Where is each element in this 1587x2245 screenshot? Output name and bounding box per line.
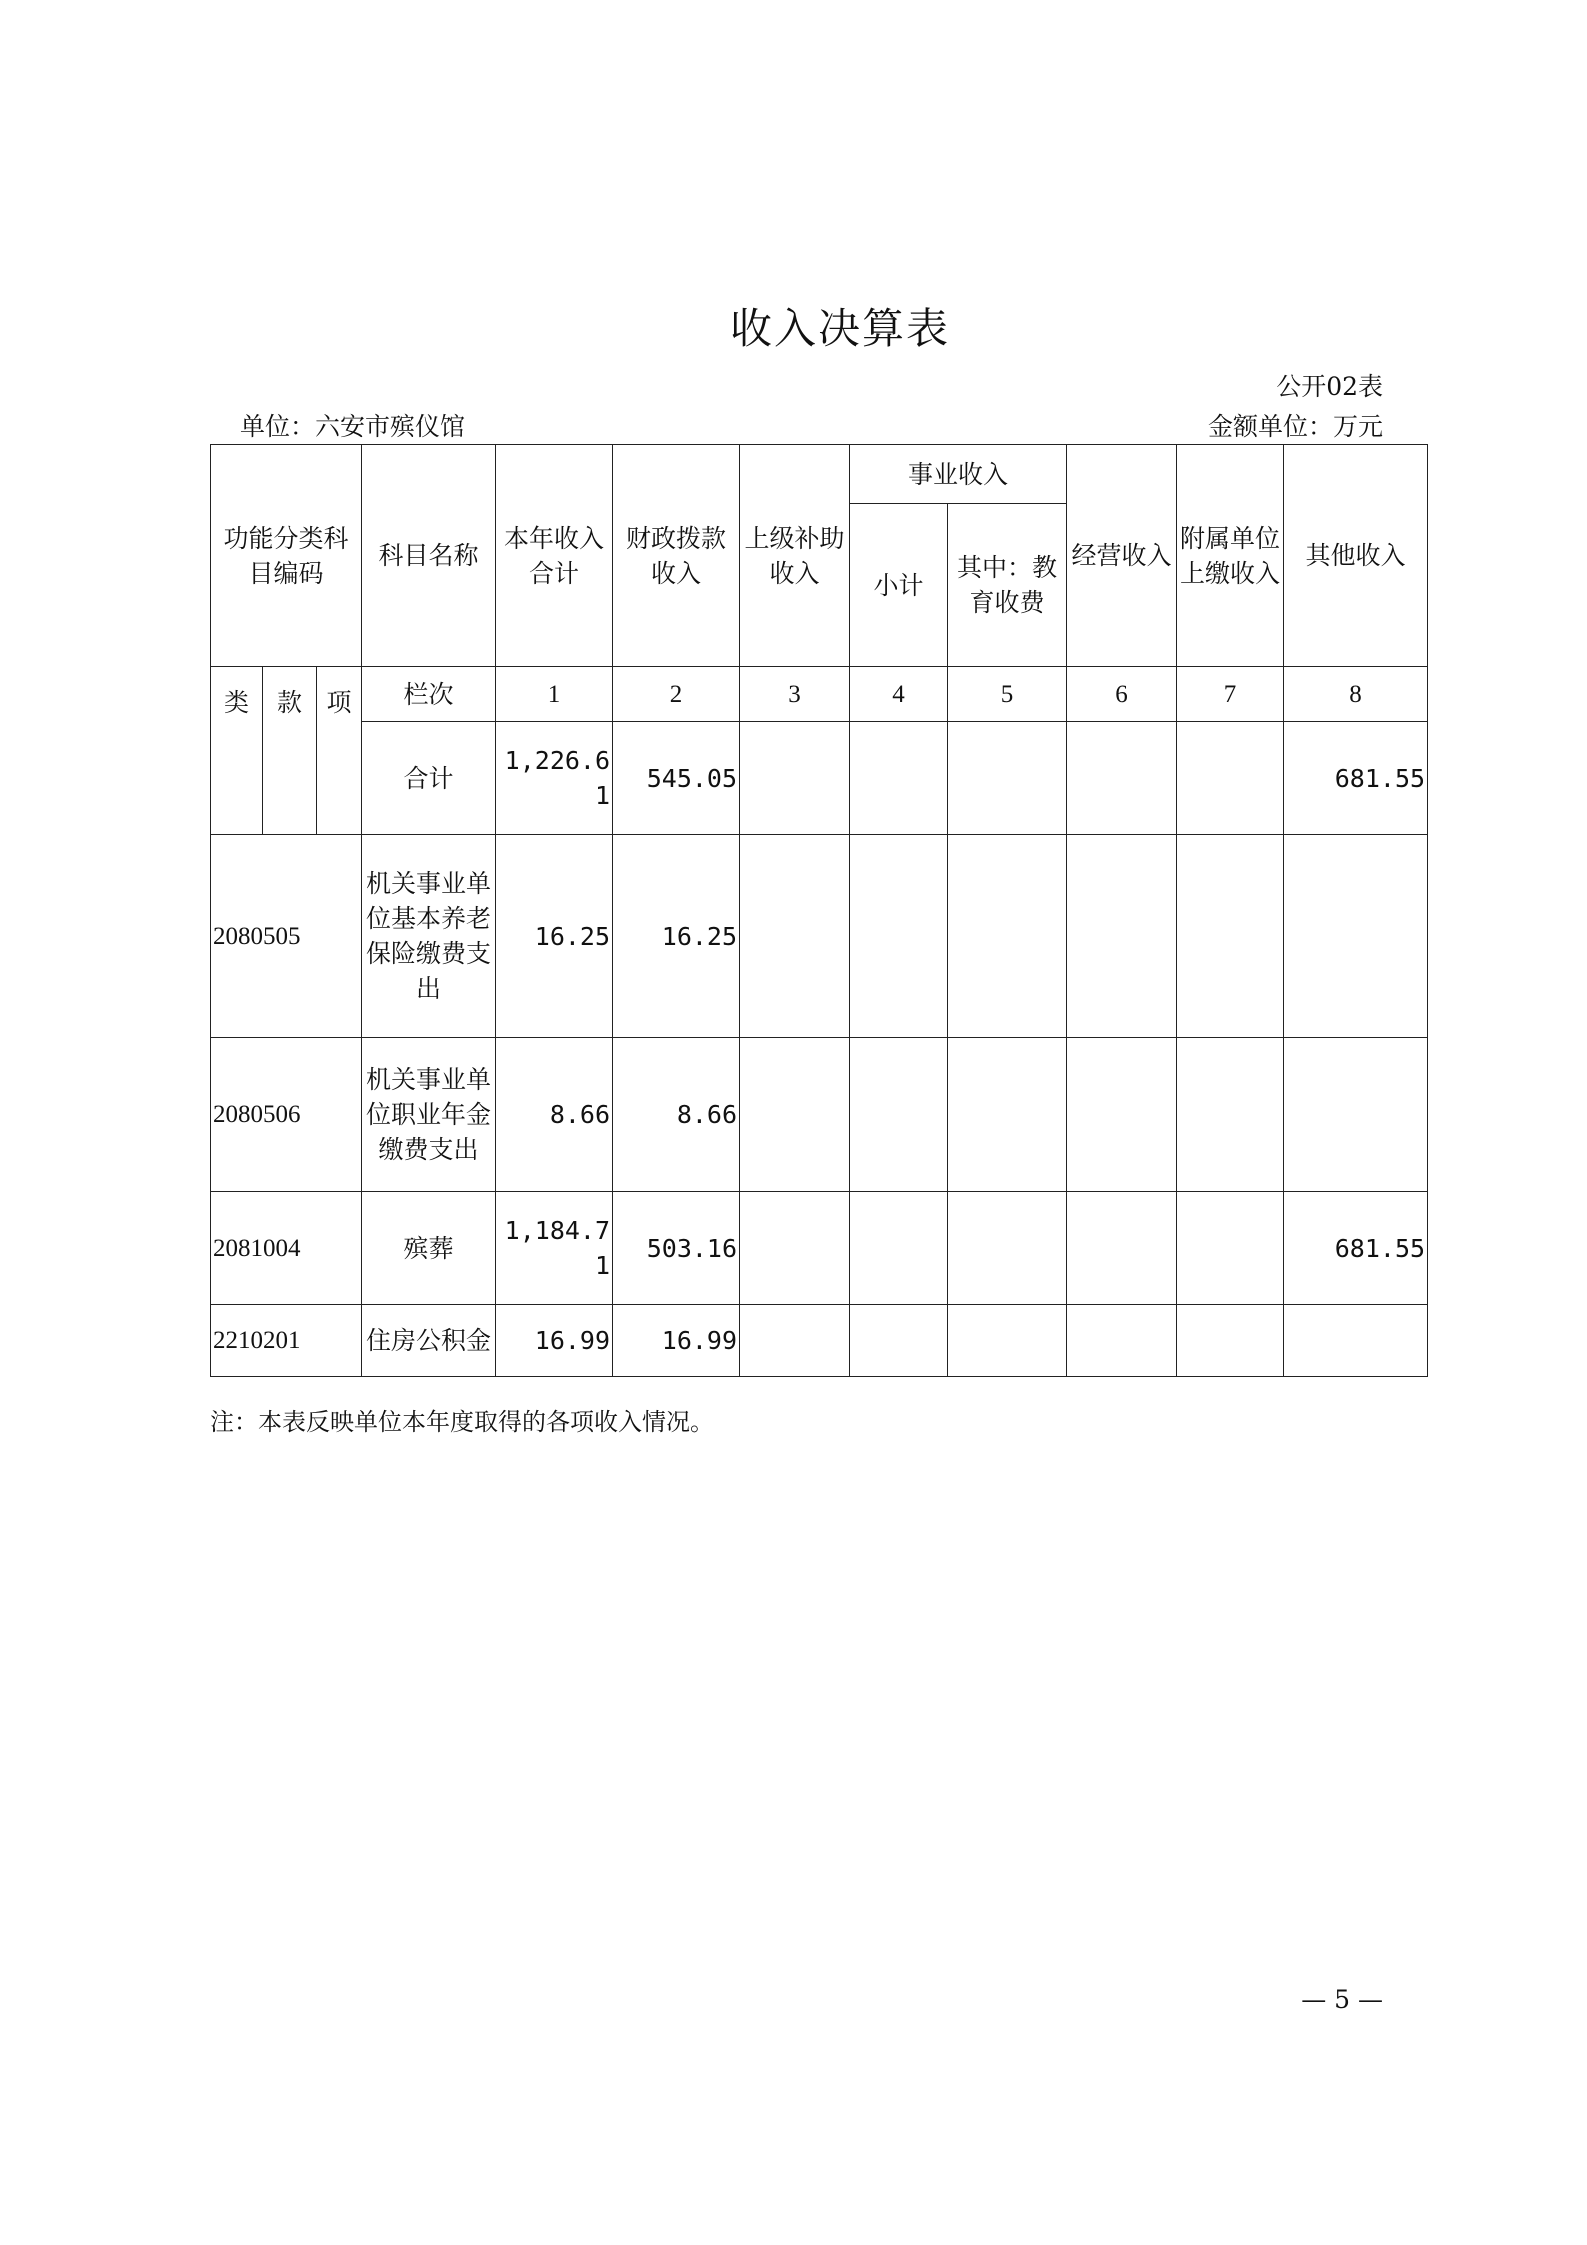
- row-total: 16.99: [496, 1305, 613, 1377]
- row-name: 殡葬: [362, 1192, 496, 1305]
- total-row-fiscal: 545.05: [613, 722, 740, 835]
- header-subtotal: 小计: [850, 504, 948, 667]
- amount-unit-label: 金额单位：万元: [1207, 412, 1383, 441]
- col-number: 5: [948, 667, 1067, 722]
- row-other: [1284, 1038, 1428, 1192]
- table-row: [211, 1305, 1428, 1377]
- table-row: [211, 1192, 1428, 1305]
- row-name: 住房公积金: [362, 1305, 496, 1377]
- table-row: [211, 835, 1428, 1038]
- total-row-other: 681.55: [1284, 722, 1428, 835]
- page-title: 收入决算表: [729, 304, 950, 353]
- col-number: 6: [1067, 667, 1177, 722]
- row-code: 2081004: [211, 1192, 362, 1305]
- row-total: 1,184.71: [496, 1192, 613, 1305]
- header-subject-name: 科目名称: [362, 445, 496, 667]
- income-statement-table: [210, 444, 1428, 1377]
- col-number: 3: [740, 667, 850, 722]
- header-func-code: 功能分类科目编码: [211, 445, 362, 667]
- unit-label: 单位：六安市殡仪馆: [240, 412, 466, 441]
- row-total: 16.25: [496, 835, 613, 1038]
- row-name: 机关事业单位职业年金缴费支出: [362, 1038, 496, 1192]
- header-lanci: 栏次: [362, 667, 496, 722]
- header-lei: 类: [211, 667, 263, 835]
- header-xiang: 项: [317, 667, 362, 835]
- header-superior-subsidy: 上级补助收入: [740, 445, 850, 667]
- row-code: 2080506: [211, 1038, 362, 1192]
- total-row-total: 1,226.61: [496, 722, 613, 835]
- col-number: 2: [613, 667, 740, 722]
- col-number: 7: [1177, 667, 1284, 722]
- header-total-income: 本年收入合计: [496, 445, 613, 667]
- header-other: 其他收入: [1284, 445, 1428, 667]
- table-row: [211, 1038, 1428, 1192]
- header-affiliated: 附属单位上缴收入: [1177, 445, 1284, 667]
- row-fiscal: 16.99: [613, 1305, 740, 1377]
- row-fiscal: 16.25: [613, 835, 740, 1038]
- row-name: 机关事业单位基本养老保险缴费支出: [362, 835, 496, 1038]
- header-kuan: 款: [263, 667, 317, 835]
- row-fiscal: 8.66: [613, 1038, 740, 1192]
- row-other: 681.55: [1284, 1192, 1428, 1305]
- col-number: 1: [496, 667, 613, 722]
- form-number: 公开02表: [1276, 372, 1383, 401]
- page-number: — 5 —: [1301, 1985, 1383, 2014]
- row-total: 8.66: [496, 1038, 613, 1192]
- row-code: 2080505: [211, 835, 362, 1038]
- header-operating: 经营收入: [1067, 445, 1177, 667]
- header-business-income: 事业收入: [850, 445, 1067, 504]
- total-row-label: 合计: [362, 722, 496, 835]
- col-number: 4: [850, 667, 948, 722]
- row-code: 2210201: [211, 1305, 362, 1377]
- row-other: [1284, 835, 1428, 1038]
- header-education-fee: 其中：教育收费: [948, 504, 1067, 667]
- row-fiscal: 503.16: [613, 1192, 740, 1305]
- row-other: [1284, 1305, 1428, 1377]
- header-fiscal: 财政拨款收入: [613, 445, 740, 667]
- table-note: 注：本表反映单位本年度取得的各项收入情况。: [210, 1408, 714, 1436]
- col-number: 8: [1284, 667, 1428, 722]
